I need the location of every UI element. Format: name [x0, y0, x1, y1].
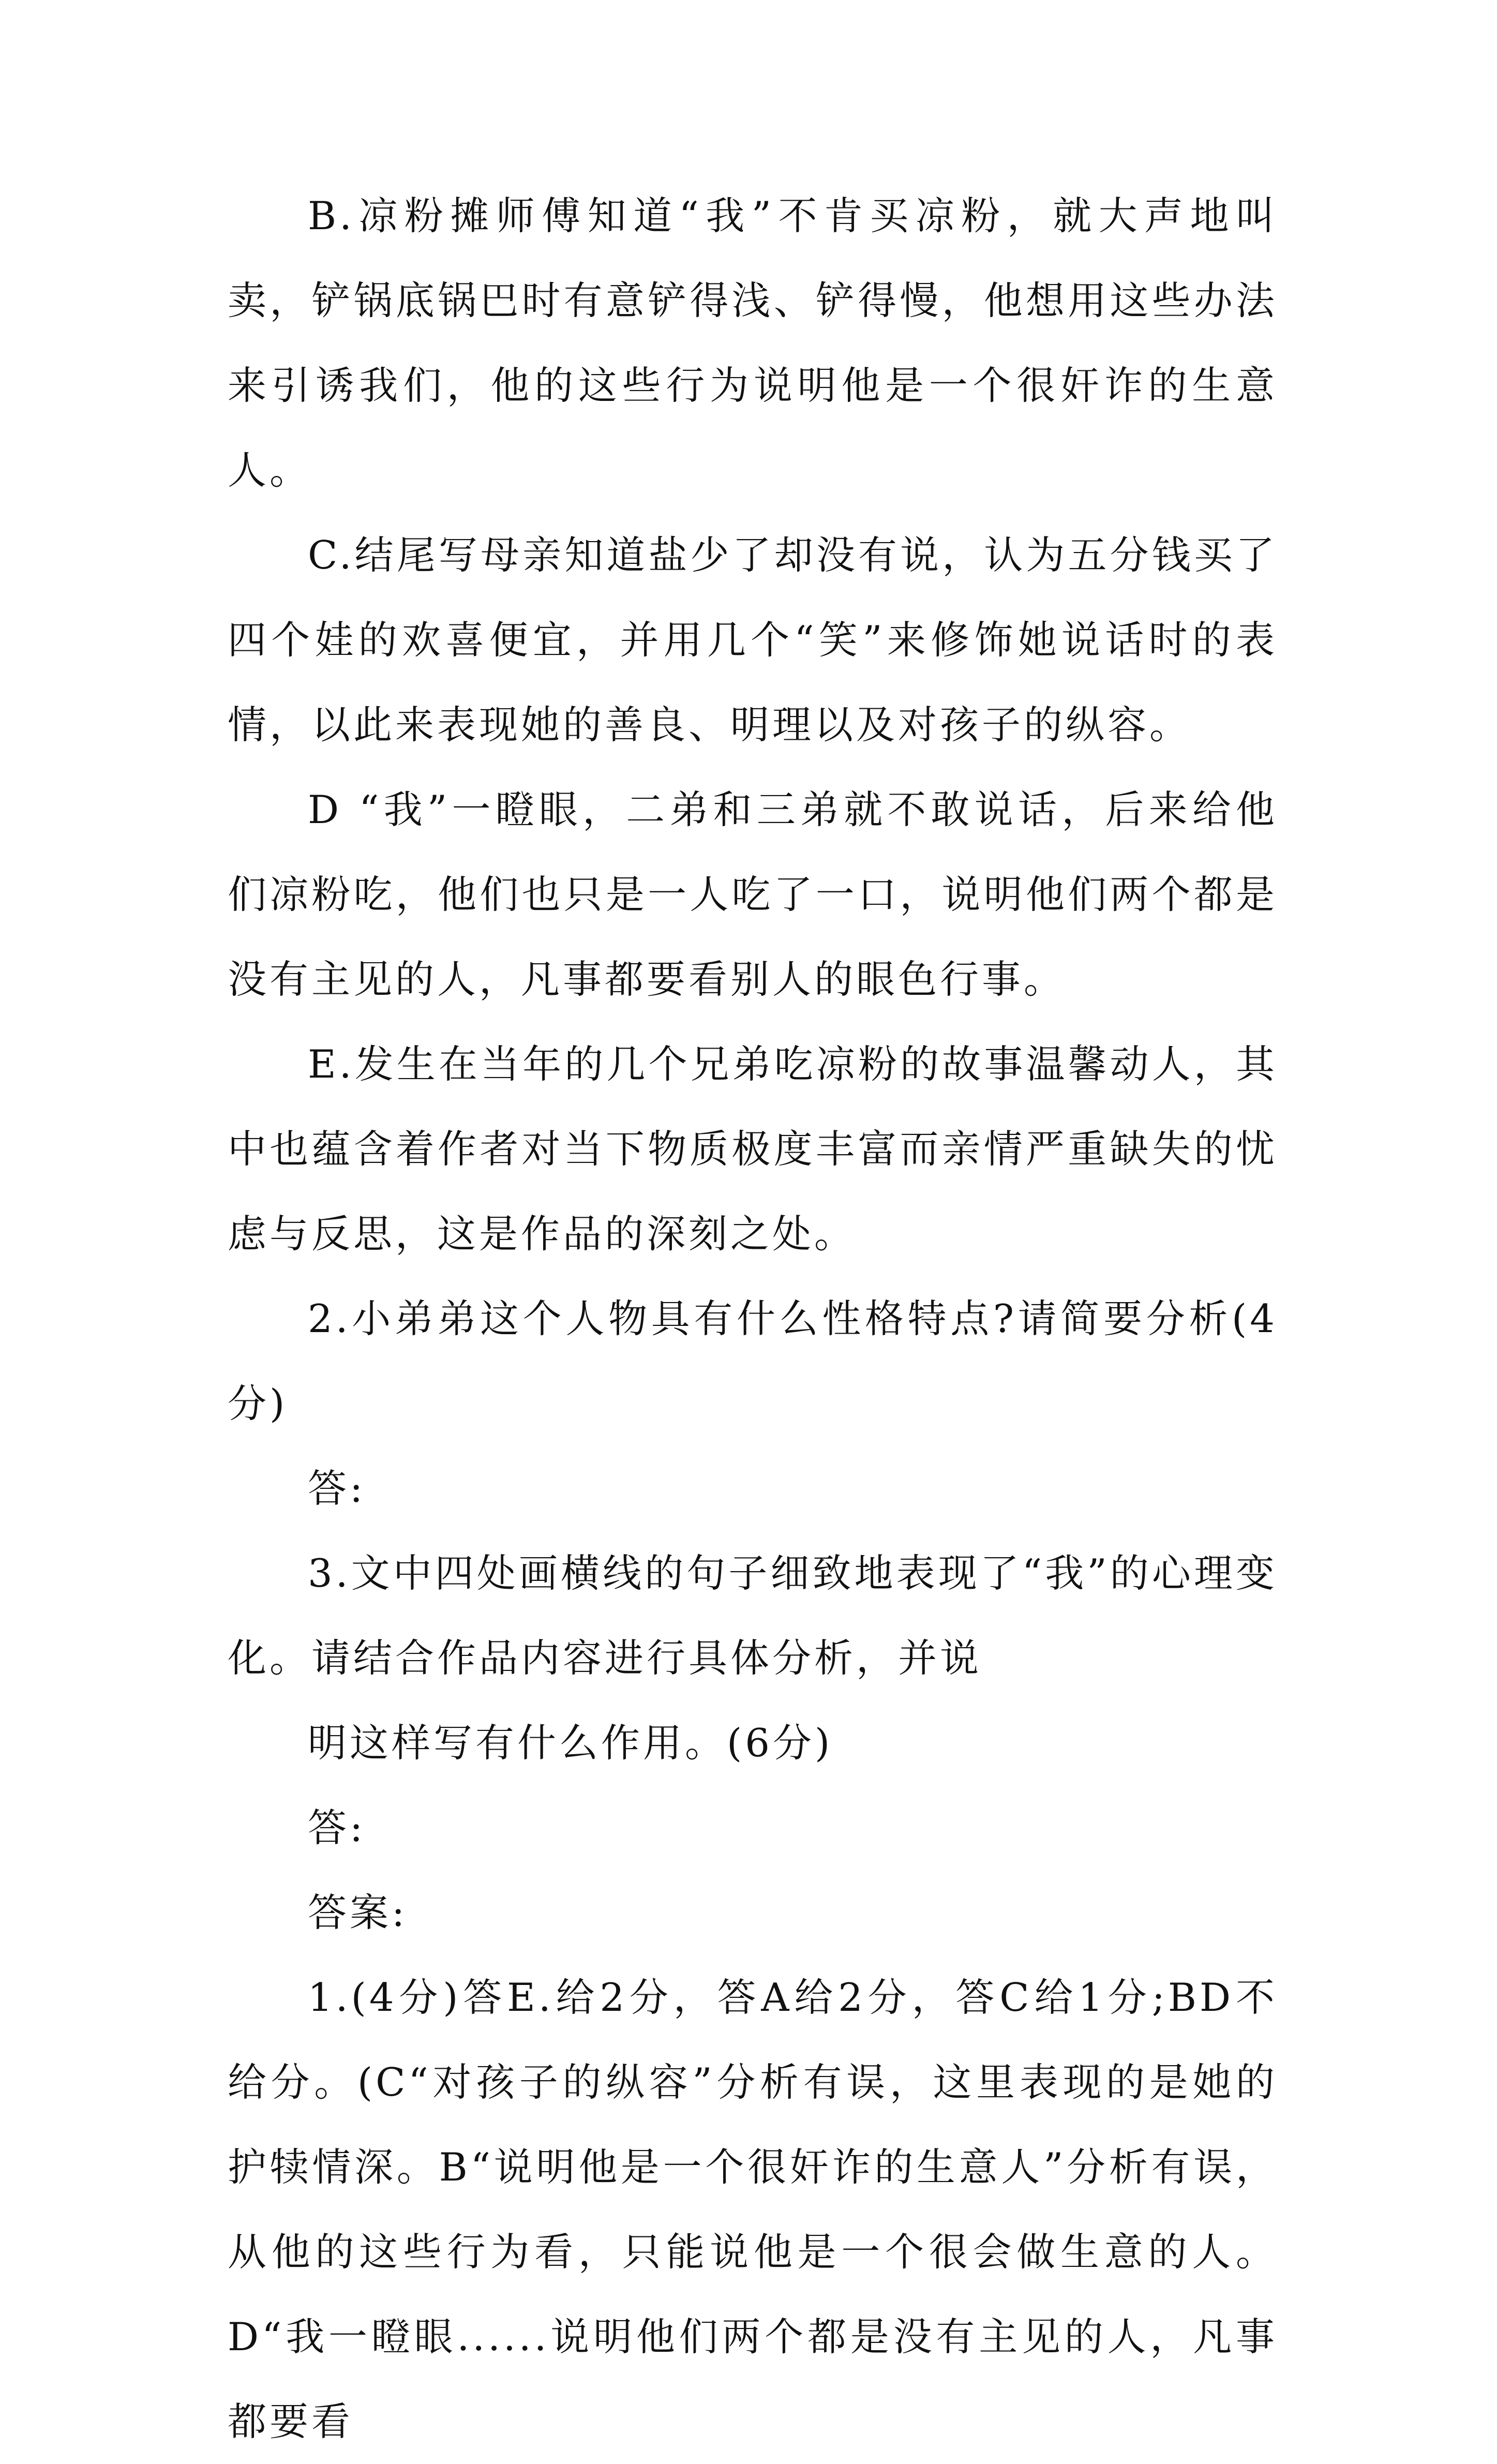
question-3: 3.文中四处画横线的句子细致地表现了“我”的心理变化。请结合作品内容进行具体分析，并说: [228, 1550, 1278, 1681]
option-c-paragraph: C.结尾写母亲知道盐少了却没有说，认为五分钱买了四个娃的欢喜便宜，并用几个“笑”来修饰她说话时的表情，以此来表现她的善良、明理以及对孩子的纵容。: [228, 532, 1278, 748]
option-e-paragraph: E.发生在当年的几个兄弟吃凉粉的故事温馨动人，其中也蕴含着作者对当下物质极度丰富而亲情严重缺失的忧虑与反思，这是作品的深刻之处。: [228, 1041, 1278, 1257]
option-d-paragraph: D “我”一瞪眼，二弟和三弟就不敢说话，后来给他们凉粉吃，他们也只是一人吃了一口，说明他们两个都是没有主见的人，凡事都要看别人的眼色行事。: [228, 787, 1278, 1002]
answer-key-heading: 答案:: [308, 1890, 408, 1935]
answer-label-2: 答:: [308, 1466, 366, 1511]
question-2: 2.小弟弟这个人物具有什么性格特点?请简要分析(4分): [228, 1296, 1278, 1426]
answer-key-item-1: 1.(4分)答E.给2分，答A给2分，答C给1分;BD不给分。(C“对孩子的纵容”分析有误，这里表现的是她的护犊情深。B“说明他是一个很奸诈的生意人”分析有误，从他的这些行为看，只能说他是一个很会做生意的人。D“我一瞪眼......说明他们两个都是没有主见的人，凡事都要看: [228, 1975, 1278, 2444]
document-body: [228, 173, 1278, 2464]
answer-label-3: 答:: [308, 1805, 366, 1850]
option-b-paragraph: B.凉粉摊师傅知道“我”不肯买凉粉，就大声地叫卖，铲锅底锅巴时有意铲得浅、铲得慢，他想用这些办法来引诱我们，他的这些行为说明他是一个很奸诈的生意人。: [228, 193, 1278, 493]
question-3-continuation: 明这样写有什么作用。(6分): [308, 1720, 833, 1766]
